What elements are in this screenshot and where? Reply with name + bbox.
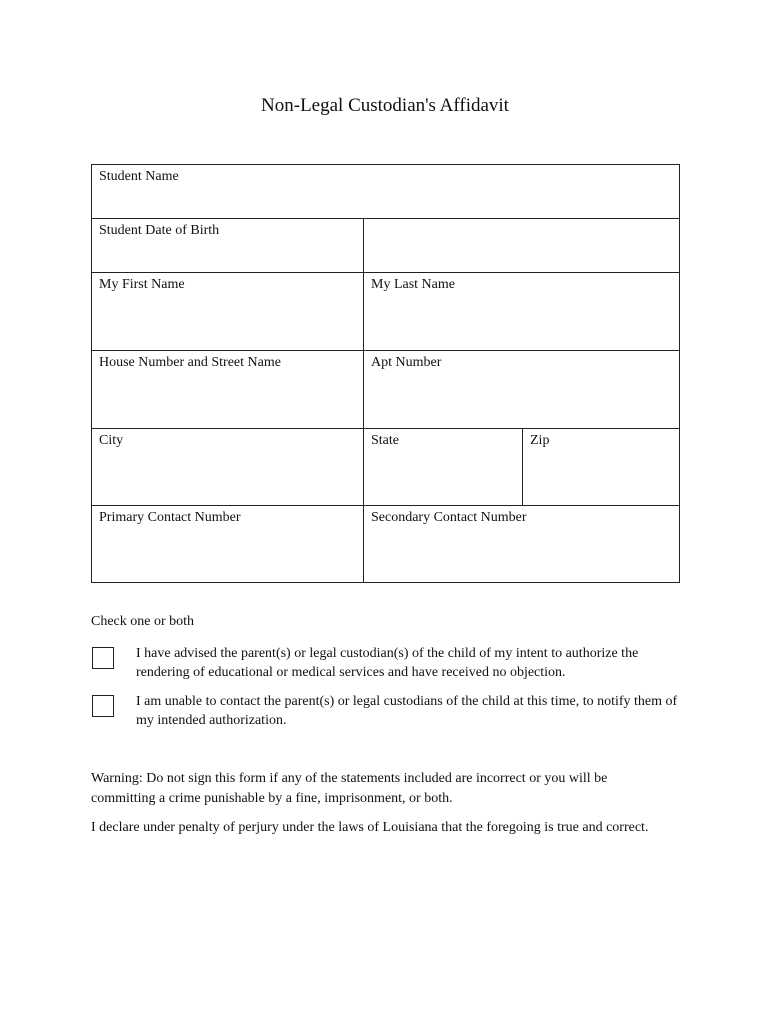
city-label: City (99, 433, 124, 448)
city-field[interactable] (92, 429, 363, 505)
first-name-label: My First Name (99, 277, 185, 292)
street-field[interactable] (92, 351, 363, 428)
advised-text: I have advised the parent(s) or legal custodian(s) of the child of my intent to authorize the rendering of educational or medical services and have received no objection. (136, 646, 639, 680)
zip-field[interactable] (522, 429, 679, 505)
primary-contact-field[interactable] (92, 506, 363, 582)
street-label: House Number and Street Name (99, 355, 281, 370)
advised-checkbox[interactable] (92, 647, 114, 669)
check-heading: Check one or both (91, 614, 195, 629)
row-city-state-zip (92, 429, 679, 506)
unable-checkbox[interactable] (92, 695, 114, 717)
apt-field[interactable] (363, 351, 679, 428)
student-name-label: Student Name (99, 169, 179, 184)
student-dob-label-cell (92, 219, 363, 272)
first-name-field[interactable] (92, 273, 363, 350)
primary-contact-label: Primary Contact Number (99, 510, 241, 525)
row-name (92, 273, 679, 351)
row-address (92, 351, 679, 429)
last-name-label: My Last Name (371, 277, 455, 292)
last-name-field[interactable] (363, 273, 679, 350)
row-student-name (92, 165, 679, 219)
document-title: Non-Legal Custodian's Affidavit (261, 95, 509, 116)
row-student-dob (92, 219, 679, 273)
student-dob-label: Student Date of Birth (99, 223, 220, 238)
unable-text: I am unable to contact the parent(s) or legal custodians of the child at this time, to notify them of my intended authorization. (136, 694, 678, 728)
student-dob-field[interactable] (363, 219, 679, 272)
secondary-contact-label: Secondary Contact Number (371, 510, 527, 525)
state-field[interactable] (363, 429, 522, 505)
apt-label: Apt Number (371, 355, 442, 370)
row-contacts (92, 506, 679, 582)
state-label: State (371, 433, 399, 448)
custodian-info-table (91, 164, 680, 583)
warning-statement: Warning: Do not sign this form if any of the statements included are incorrect or you will be committing a crime punishable by a fine, imprisonment, or both. (91, 771, 608, 806)
secondary-contact-field[interactable] (363, 506, 679, 582)
zip-label: Zip (530, 433, 550, 448)
declaration-statement: I declare under penalty of perjury under the laws of Louisiana that the foregoing is true and correct. (91, 820, 649, 835)
student-name-field[interactable] (92, 165, 679, 218)
